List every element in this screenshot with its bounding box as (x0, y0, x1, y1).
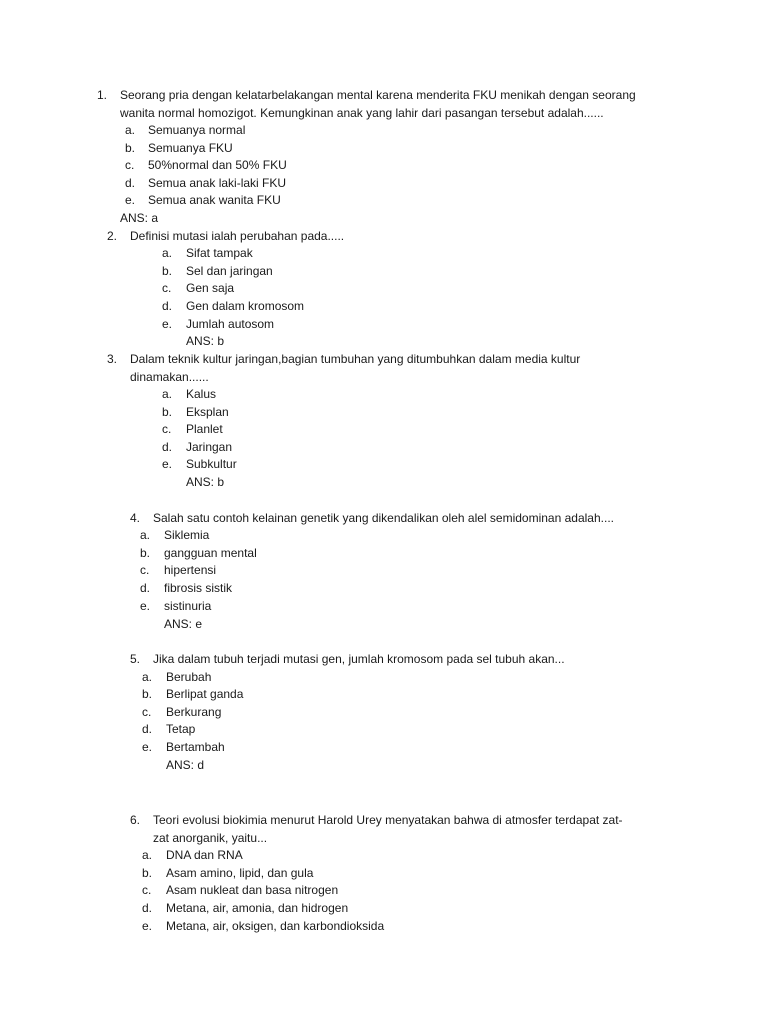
answer-label: ANS: b (186, 334, 225, 348)
option-text: Berubah (166, 670, 212, 684)
option-letter: b. (125, 141, 136, 155)
option-text: Planlet (186, 422, 223, 436)
option-text: fibrosis sistik (164, 581, 233, 595)
option-text: Siklemia (164, 528, 210, 542)
option-letter: e. (142, 740, 153, 754)
question-text-line: Jika dalam tubuh terjadi mutasi gen, jumlah kromosom pada sel tubuh akan... (153, 652, 565, 666)
option-letter: c. (142, 705, 152, 719)
option-letter: c. (162, 281, 172, 295)
question-number: 4. (130, 511, 141, 525)
option-letter: e. (162, 457, 173, 471)
option-letter: b. (140, 546, 151, 560)
option-text: Semuanya normal (148, 123, 246, 137)
option-letter: b. (142, 687, 153, 701)
option-letter: d. (142, 901, 153, 915)
option-letter: e. (162, 317, 173, 331)
option-letter: d. (162, 299, 173, 313)
option-text: Gen saja (186, 281, 235, 295)
option-text: Sifat tampak (186, 246, 253, 260)
question-text-line: Dalam teknik kultur jaringan,bagian tumbuhan yang ditumbuhkan dalam media kultur (130, 352, 581, 366)
option-text: Subkultur (186, 457, 237, 471)
option-letter: a. (162, 387, 173, 401)
option-letter: a. (142, 848, 153, 862)
answer-label: ANS: d (166, 758, 205, 772)
option-text: Eksplan (186, 405, 229, 419)
answer-label: ANS: a (120, 211, 159, 225)
question-text-line: Teori evolusi biokimia menurut Harold Urey menyatakan bahwa di atmosfer terdapat zat- (153, 813, 623, 827)
option-letter: b. (162, 264, 173, 278)
option-letter: c. (125, 158, 135, 172)
answer-label: ANS: b (186, 475, 225, 489)
option-letter: d. (125, 176, 136, 190)
option-letter: a. (125, 123, 136, 137)
option-text: hipertensi (164, 563, 217, 577)
question-number: 1. (97, 88, 108, 102)
option-text: gangguan mental (164, 546, 257, 560)
option-text: 50%normal dan 50% FKU (148, 158, 287, 172)
question-text-line: Salah satu contoh kelainan genetik yang dikendalikan oleh alel semidominan adalah.... (153, 511, 614, 525)
option-text: Tetap (166, 722, 196, 736)
option-text: Berlipat ganda (166, 687, 244, 701)
question-text-line: Definisi mutasi ialah perubahan pada..... (130, 229, 345, 243)
option-text: Berkurang (166, 705, 222, 719)
option-text: Asam amino, lipid, dan gula (166, 866, 314, 880)
option-text: Kalus (186, 387, 217, 401)
option-letter: c. (162, 422, 172, 436)
option-text: Metana, air, amonia, dan hidrogen (166, 901, 349, 915)
option-text: Sel dan jaringan (186, 264, 273, 278)
option-letter: b. (142, 866, 153, 880)
option-letter: e. (140, 599, 151, 613)
question-text-line: zat anorganik, yaitu... (153, 831, 268, 845)
option-text: DNA dan RNA (166, 848, 243, 862)
option-text: Metana, air, oksigen, dan karbondioksida (166, 919, 385, 933)
answer-label: ANS: e (164, 617, 203, 631)
option-text: Semuanya FKU (148, 141, 233, 155)
question-text-line: wanita normal homozigot. Kemungkinan anak yang lahir dari pasangan tersebut adalah...... (120, 106, 604, 120)
question-number: 3. (107, 352, 118, 366)
option-letter: e. (125, 193, 136, 207)
question-number: 6. (130, 813, 141, 827)
option-letter: d. (162, 440, 173, 454)
option-text: Asam nukleat dan basa nitrogen (166, 883, 339, 897)
option-letter: a. (140, 528, 151, 542)
question-text-line: dinamakan...... (130, 370, 209, 384)
option-letter: e. (142, 919, 153, 933)
option-text: Semua anak wanita FKU (148, 193, 281, 207)
option-text: Semua anak laki-laki FKU (148, 176, 287, 190)
option-text: Jumlah autosom (186, 317, 275, 331)
option-letter: d. (140, 581, 151, 595)
option-letter: a. (162, 246, 173, 260)
option-letter: c. (140, 563, 150, 577)
option-letter: d. (142, 722, 153, 736)
option-text: sistinuria (164, 599, 212, 613)
option-text: Bertambah (166, 740, 225, 754)
option-letter: a. (142, 670, 153, 684)
option-letter: c. (142, 883, 152, 897)
question-number: 5. (130, 652, 141, 666)
option-letter: b. (162, 405, 173, 419)
question-number: 2. (107, 229, 118, 243)
option-text: Jaringan (186, 440, 233, 454)
question-text-line: Seorang pria dengan kelatarbelakangan mental karena menderita FKU menikah dengan seorang (120, 88, 636, 102)
option-text: Gen dalam kromosom (186, 299, 305, 313)
